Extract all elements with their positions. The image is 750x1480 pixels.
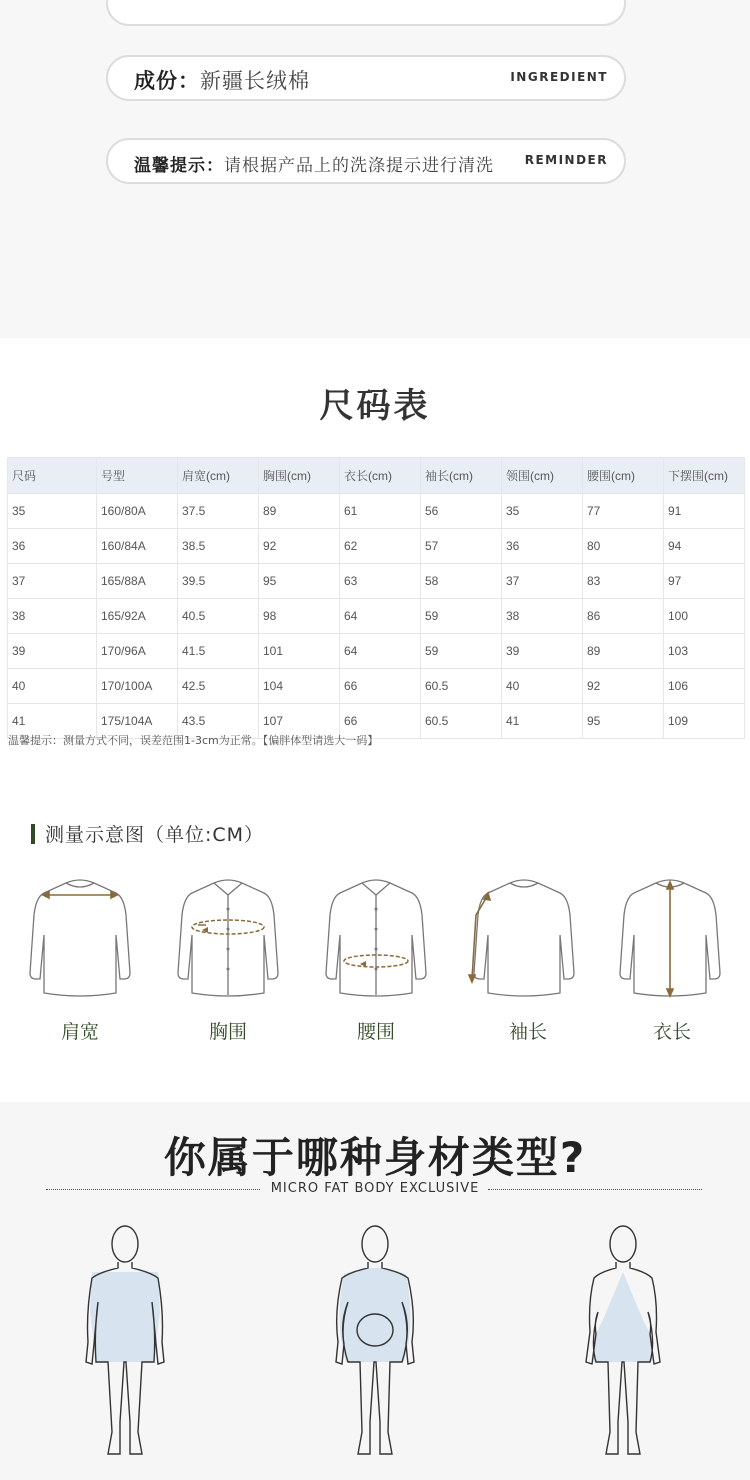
table-cell: 107 (259, 704, 340, 739)
size-table-header (8, 458, 745, 494)
body-type-title: 你属于哪种身材类型? (163, 1133, 587, 1182)
table-cell: 77 (583, 494, 664, 529)
table-cell: 64 (340, 599, 421, 634)
table-cell: 37.5 (178, 494, 259, 529)
body-figure-pear-icon (578, 1222, 668, 1462)
label-sleeve: 袖长 (508, 1021, 547, 1043)
table-cell: 36 (502, 529, 583, 564)
table-cell: 160/80A (97, 494, 178, 529)
table-cell: 62 (340, 529, 421, 564)
table-cell: 38 (8, 599, 97, 634)
table-cell: 37 (502, 564, 583, 599)
size-table (7, 457, 745, 739)
table-cell: 106 (664, 669, 745, 704)
label-waist: 腰围 (356, 1021, 395, 1043)
table-cell: 170/96A (97, 634, 178, 669)
label-shoulder: 肩宽 (60, 1021, 99, 1043)
table-cell: 60.5 (421, 669, 502, 704)
table-cell: 92 (583, 669, 664, 704)
body-length-shirt-icon (614, 875, 726, 1005)
table-cell: 175/104A (97, 704, 178, 739)
chest-shirt-icon (172, 875, 284, 1005)
body-figure-apple-icon (330, 1222, 420, 1462)
table-cell: 39.5 (178, 564, 259, 599)
ingredient-value: 新疆长绒棉 (200, 69, 310, 93)
table-cell: 64 (340, 634, 421, 669)
table-cell: 89 (259, 494, 340, 529)
table-cell: 59 (421, 599, 502, 634)
table-cell: 91 (664, 494, 745, 529)
table-row (8, 599, 745, 634)
table-row (8, 669, 745, 704)
measure-heading (31, 820, 264, 847)
column-header: 肩宽(cm) (178, 458, 259, 494)
size-chart-title: 尺码表 (319, 386, 431, 426)
table-cell: 61 (340, 494, 421, 529)
heading-accent-bar (31, 824, 35, 844)
table-cell: 36 (8, 529, 97, 564)
table-cell: 94 (664, 529, 745, 564)
ingredient-label: 成份： (134, 69, 200, 93)
measure-heading-text: 测量示意图（单位:CM） (45, 824, 265, 846)
table-cell: 80 (583, 529, 664, 564)
label-chest: 胸围 (208, 1021, 247, 1043)
table-cell: 100 (664, 599, 745, 634)
table-cell: 38 (502, 599, 583, 634)
table-cell: 40 (502, 669, 583, 704)
reminder-value: 请根据产品上的洗涤提示进行清洗 (224, 156, 494, 176)
reminder-pill (106, 138, 626, 184)
table-cell: 66 (340, 669, 421, 704)
reminder-en: REMINDER (524, 153, 608, 167)
table-cell: 37 (8, 564, 97, 599)
product-info-section (0, 0, 750, 338)
table-cell: 39 (8, 634, 97, 669)
waist-shirt-icon (320, 875, 432, 1005)
table-cell: 35 (502, 494, 583, 529)
table-cell: 57 (421, 529, 502, 564)
sleeve-length-shirt-icon (468, 875, 580, 1005)
table-cell: 97 (664, 564, 745, 599)
table-cell: 59 (421, 634, 502, 669)
table-cell: 56 (421, 494, 502, 529)
table-row (8, 529, 745, 564)
label-length: 衣长 (652, 1021, 691, 1043)
table-row (8, 634, 745, 669)
table-cell: 101 (259, 634, 340, 669)
table-cell: 165/88A (97, 564, 178, 599)
table-cell: 41 (502, 704, 583, 739)
table-cell: 41 (8, 704, 97, 739)
column-header: 胸围(cm) (259, 458, 340, 494)
table-cell: 58 (421, 564, 502, 599)
column-header: 尺码 (8, 458, 97, 494)
table-cell: 95 (583, 704, 664, 739)
ingredient-pill (106, 55, 626, 101)
table-cell: 41.5 (178, 634, 259, 669)
table-cell: 35 (8, 494, 97, 529)
column-header: 领围(cm) (502, 458, 583, 494)
ingredient-en: INGREDIENT (510, 70, 608, 84)
table-row (8, 494, 745, 529)
table-cell: 83 (583, 564, 664, 599)
column-header: 腰围(cm) (583, 458, 664, 494)
table-cell: 39 (502, 634, 583, 669)
table-cell: 104 (259, 669, 340, 704)
table-cell: 103 (664, 634, 745, 669)
table-cell: 89 (583, 634, 664, 669)
table-cell: 170/100A (97, 669, 178, 704)
table-cell: 43.5 (178, 704, 259, 739)
column-header: 衣长(cm) (340, 458, 421, 494)
table-cell: 86 (583, 599, 664, 634)
table-row (8, 564, 745, 599)
reminder-label: 温馨提示： (134, 156, 224, 176)
table-cell: 40 (8, 669, 97, 704)
size-note: 温馨提示：测量方式不同，误差范围1-3cm为正常。【偏胖体型请选大一码】 (8, 734, 379, 747)
table-cell: 63 (340, 564, 421, 599)
table-cell: 165/92A (97, 599, 178, 634)
table-cell: 98 (259, 599, 340, 634)
table-cell: 40.5 (178, 599, 259, 634)
color-pill-partial (106, 0, 626, 26)
table-cell: 38.5 (178, 529, 259, 564)
column-header: 号型 (97, 458, 178, 494)
shoulder-width-shirt-icon (24, 875, 136, 1005)
table-cell: 66 (340, 704, 421, 739)
column-header: 袖长(cm) (421, 458, 502, 494)
table-cell: 60.5 (421, 704, 502, 739)
table-cell: 95 (259, 564, 340, 599)
table-cell: 109 (664, 704, 745, 739)
table-cell: 160/84A (97, 529, 178, 564)
body-type-subtitle: MICRO FAT BODY EXCLUSIVE (270, 1181, 480, 1196)
table-cell: 92 (259, 529, 340, 564)
column-header: 下摆围(cm) (664, 458, 745, 494)
body-figure-rectangle-icon (80, 1222, 170, 1462)
table-cell: 42.5 (178, 669, 259, 704)
